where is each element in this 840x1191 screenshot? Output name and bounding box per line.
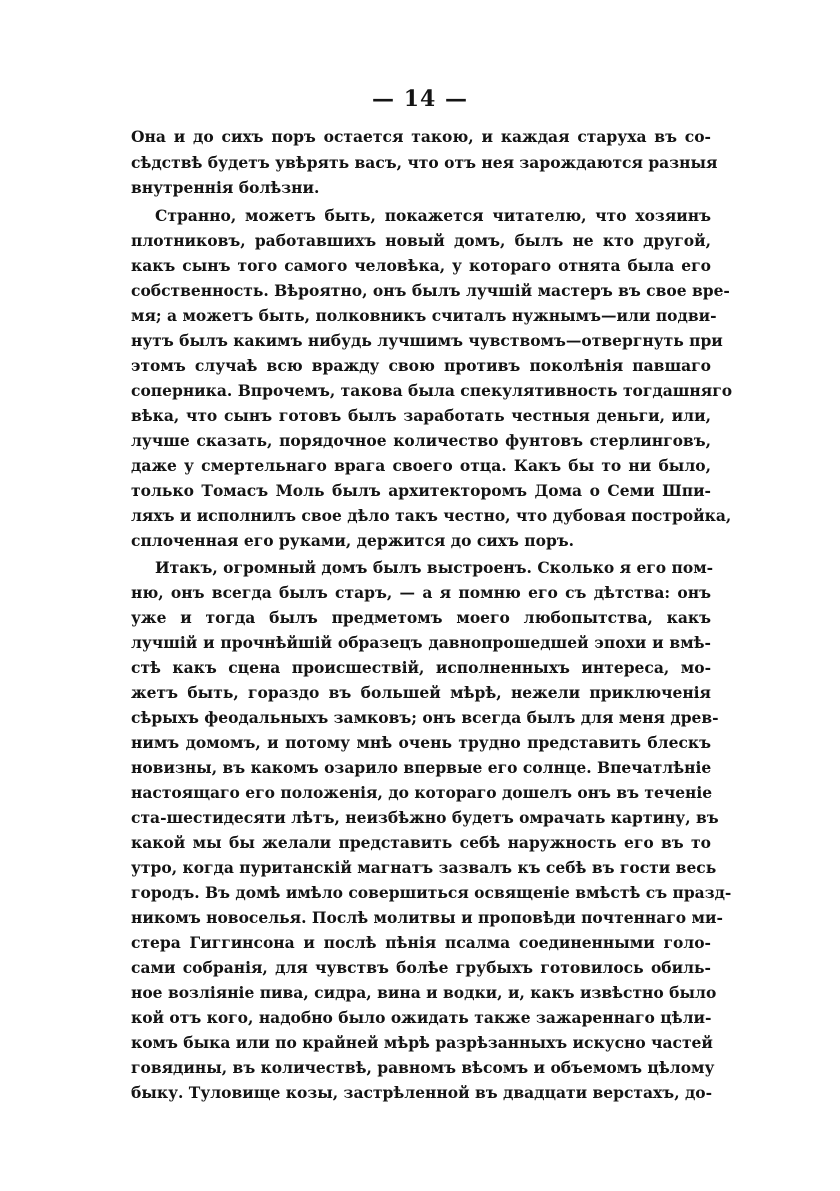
text-line: жетъ быть, гораздо въ большей мѣрѣ, нежели приключенія	[131, 683, 711, 702]
text-line: плотниковъ, работавшихъ новый домъ, былъ не кто другой,	[131, 231, 711, 250]
text-line: лучше сказать, порядочное количество фунтовъ стерлинговъ,	[131, 431, 711, 450]
text-line: внутреннія болѣзни.	[131, 178, 320, 197]
text-line: Итакъ, огромный домъ былъ выстроенъ. Сколько я его пом-	[155, 558, 714, 577]
text-line: сѣдствѣ будетъ увѣрять васъ, что отъ нея зарождаются разныя	[131, 153, 718, 172]
text-line: быку. Туловище козы, застрѣленной въ двадцати верстахъ, до-	[131, 1083, 713, 1102]
text-line: новизны, въ какомъ озарило впервые его солнце. Впечатлѣніе	[131, 758, 712, 777]
text-line: комъ быка или по крайней мѣрѣ разрѣзанныхъ искусно частей	[131, 1033, 713, 1052]
text-line: говядины, въ количествѣ, равномъ вѣсомъ и объемомъ цѣлому	[131, 1058, 715, 1077]
text-line: ляхъ и исполнилъ свое дѣло такъ честно, что дубовая постройка,	[131, 506, 732, 525]
text-line: стѣ какъ сцена происшествій, исполненныхъ интереса, мо-	[131, 658, 711, 677]
text-line: только Томасъ Моль былъ архитекторомъ Дома о Семи Шпи-	[131, 481, 711, 500]
text-line: уже и тогда былъ предметомъ моего любопытства, какъ	[131, 608, 711, 627]
text-line: этомъ случаѣ всю вражду свою противъ поколѣнія павшаго	[131, 356, 711, 375]
text-line: мя; а можетъ быть, полковникъ считалъ нужнымъ—или подви-	[131, 306, 717, 325]
text-line: настоящаго его положенія, до котораго дошелъ онъ въ теченіе	[131, 783, 713, 802]
text-line: кой отъ кого, надобно было ожидать также зажареннаго цѣли-	[131, 1008, 712, 1027]
text-line: ню, онъ всегда былъ старъ, — а я помню его съ дѣтства: онъ	[131, 583, 711, 602]
text-line: нимъ домомъ, и потому мнѣ очень трудно представить блескъ	[131, 733, 711, 752]
text-line: лучшій и прочнѣйшій образецъ давнопрошедшей эпохи и вмѣ-	[131, 633, 711, 652]
text-line: Странно, можетъ быть, покажется читателю, что хозяинъ	[155, 206, 711, 225]
text-line: вѣка, что сынъ готовъ былъ заработать честныя деньги, или,	[131, 406, 711, 425]
text-line: ста-шестидесяти лѣтъ, неизбѣжно будетъ омрачать картину, въ	[131, 808, 719, 827]
text-line: сплоченная его руками, держится до сихъ поръ.	[131, 531, 575, 550]
page-number: — 14 —	[372, 86, 468, 112]
text-line: утро, когда пуританскій магнатъ зазвалъ къ себѣ въ гости весь	[131, 858, 717, 877]
text-line: соперника. Впрочемъ, такова была спекулятивность тогдашняго	[131, 381, 733, 400]
text-line: собственность. Вѣроятно, онъ былъ лучшій мастеръ въ свое вре-	[131, 281, 730, 300]
text-line: сѣрыхъ феодальныхъ замковъ; онъ всегда былъ для меня древ-	[131, 708, 719, 727]
text-line: какъ сынъ того самого человѣка, у котораго отнята была его	[131, 256, 711, 275]
text-line: какой мы бы желали представить себѣ наружность его въ то	[131, 833, 711, 852]
text-line: никомъ новоселья. Послѣ молитвы и проповѣди почтеннаго ми-	[131, 908, 723, 927]
text-line: Она и до сихъ поръ остается такою, и каждая старуха въ со-	[131, 127, 711, 146]
text-line: стера Гиггинсона и послѣ пѣнія псалма соединенными голо-	[131, 933, 711, 952]
text-line: нутъ былъ какимъ нибудь лучшимъ чувствомъ—отвергнуть при	[131, 331, 723, 350]
text-line: ное возліяніе пива, сидра, вина и водки, и, какъ извѣстно было	[131, 983, 717, 1002]
text-line: даже у смертельнаго врага своего отца. Какъ бы то ни было,	[131, 456, 711, 475]
text-line: городъ. Въ домѣ имѣло совершиться освященіе вмѣстѣ съ празд-	[131, 883, 732, 902]
text-line: сами собранія, для чувствъ болѣе грубыхъ готовилось обиль-	[131, 958, 711, 977]
